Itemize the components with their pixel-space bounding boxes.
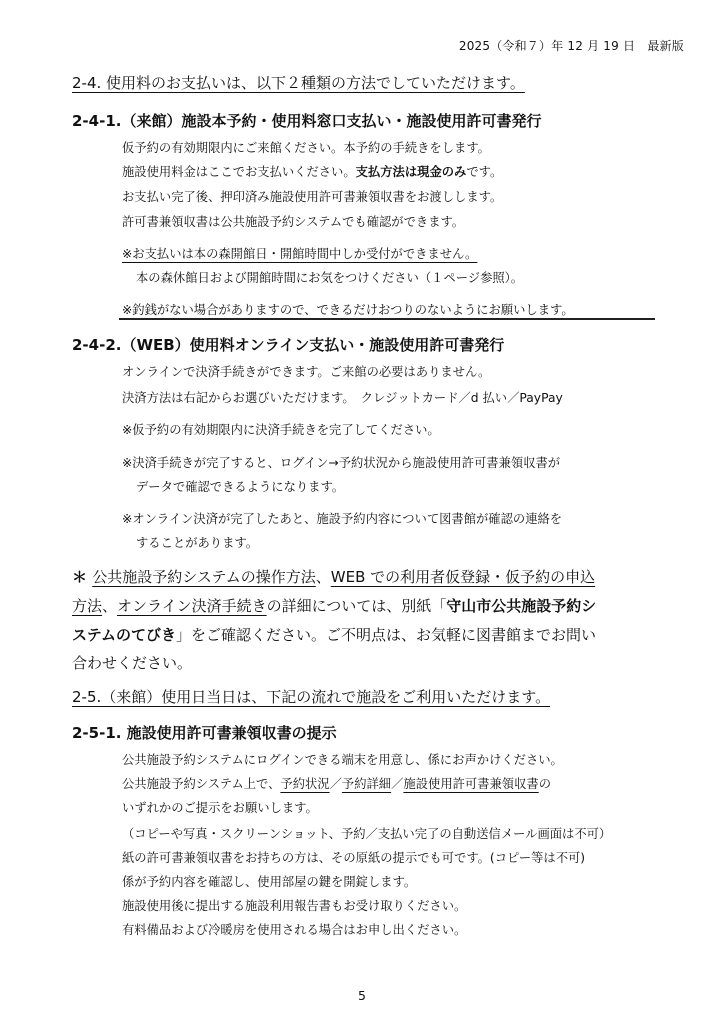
section-2-5-1-line-2 <box>122 774 551 792</box>
note-opening-hours: ※お支払いは本の森開館日・開館時間中しか受付ができません。 <box>122 247 478 261</box>
section-2-5-1-line-6: 係が予約内容を確認し、使用部屋の鍵を開錠します。 <box>122 875 417 889</box>
section-2-5-1-line-5: 紙の許可書兼領収書をお持ちの方は、その原紙の提示でも可です。(コピー等は不可) <box>122 851 586 865</box>
note-receipt-data: ※決済手続きが完了すると、ログイン→予約状況から施設使用許可書兼領収書が <box>122 456 561 470</box>
section-2-4-2-heading: 2-4-2.（WEB）使用料オンライン支払い・施設使用許可書発行 <box>72 336 505 354</box>
note-change: ※釣銭がない場合がありますので、できるだけおつりのないようにお願いします。 <box>122 303 574 317</box>
text-run: 」をご確認ください。ご不明点は、お気軽に図書館までお問い <box>175 626 596 644</box>
text-run: です。 <box>466 165 503 179</box>
info-paragraph-line-2 <box>72 595 596 616</box>
section-2-4-1-line-3: お支払い完了後、押印済み施設使用許可書兼領収書をお渡しします。 <box>122 190 503 204</box>
text-run: ／ <box>329 777 342 791</box>
text-run: 公共施設予約システムの操作方法 <box>92 568 316 586</box>
info-paragraph-line-3 <box>72 624 596 645</box>
section-2-5-1-line-8: 有料備品および冷暖房を使用される場合はお申し出ください。 <box>122 923 467 937</box>
section-2-4-1-heading: 2-4-1.（来館）施設本予約・使用料窓口支払い・施設使用許可書発行 <box>72 112 542 130</box>
section-2-4-1-line-2 <box>122 162 502 180</box>
text-run: 施設使用料金はここでお支払いください。 <box>122 165 356 179</box>
page-number: 5 <box>358 988 366 1003</box>
note-deadline: ※仮予約の有効期限内に決済手続きを完了してください。 <box>122 423 440 437</box>
text-run: 、 <box>315 568 331 586</box>
section-2-4-2-line-2: 決済方法は右記からお選びいただけます。 クレジットカード／d 払い／PayPay <box>122 391 563 405</box>
section-2-5-heading: 2-5.（来館）使用日当日は、下記の流れで施設をご利用いただけます。 <box>72 688 551 706</box>
asterisk-mark: ＊ <box>72 568 93 586</box>
text-run: 公共施設予約システム上で、 <box>122 777 281 791</box>
note-opening-hours-cont: 本の森休館日および開館時間にお気をつけください（１ページ参照）。 <box>136 271 524 285</box>
note-library-contact-cont: することがあります。 <box>136 536 258 550</box>
section-2-4-1-line-1: 仮予約の有効期限内にご来館ください。本予約の手続きをします。 <box>122 141 490 155</box>
text-run: 予約状況 <box>280 777 330 791</box>
text-run: WEB での利用者仮登録・仮予約の申込 <box>330 568 596 586</box>
section-2-5-1-heading: 2-5-1. 施設使用許可書兼領収書の提示 <box>72 724 337 742</box>
section-2-4-1-line-4: 許可書兼領収書は公共施設予約システムでも確認ができます。 <box>122 215 465 229</box>
note-library-contact: ※オンライン決済が完了したあと、施設予約内容について図書館が確認の連絡を <box>122 512 563 526</box>
text-run: 予約詳細 <box>341 777 392 791</box>
divider-line <box>119 318 655 320</box>
guide-title: 守山市公共施設予約シ <box>446 597 597 615</box>
text-run: 、 <box>102 597 118 615</box>
guide-title-cont: ステムのてびき <box>72 626 176 644</box>
info-paragraph-line-1 <box>72 566 595 587</box>
info-paragraph-line-4: 合わせください。 <box>72 654 193 672</box>
text-run: ／ <box>391 777 404 791</box>
section-2-5-1-line-7: 施設使用後に提出する施設利用報告書もお受け取りください。 <box>122 899 467 913</box>
section-2-4-2-line-1: オンラインで決済手続きができます。ご来館の必要はありません。 <box>122 365 491 379</box>
text-run: 方法 <box>72 597 103 615</box>
text-run: の <box>538 777 552 791</box>
note-receipt-data-cont: データで確認できるようになります。 <box>136 480 345 494</box>
payment-method-emphasis: 支払方法は現金のみ <box>355 165 467 179</box>
text-run: の詳細については、別紙「 <box>266 597 447 615</box>
section-2-5-1-line-4: （コピーや写真・スクリーンショット、予約／支払い完了の自動送信メール画面は不可） <box>122 827 612 841</box>
section-2-5-1-line-1: 公共施設予約システムにログインできる端末を用意し、係にお声かけください。 <box>122 753 563 767</box>
text-run: 施設使用許可書兼領収書 <box>403 777 539 791</box>
section-2-4-heading: 2-4. 使用料のお支払いは、以下２種類の方法でしていただけます。 <box>72 74 525 92</box>
document-date: 2025（令和７）年 12 月 19 日 最新版 <box>458 39 684 53</box>
text-run: オンライン決済手続き <box>117 597 267 615</box>
section-2-5-1-line-3: いずれかのご提示をお願いします。 <box>122 801 318 815</box>
